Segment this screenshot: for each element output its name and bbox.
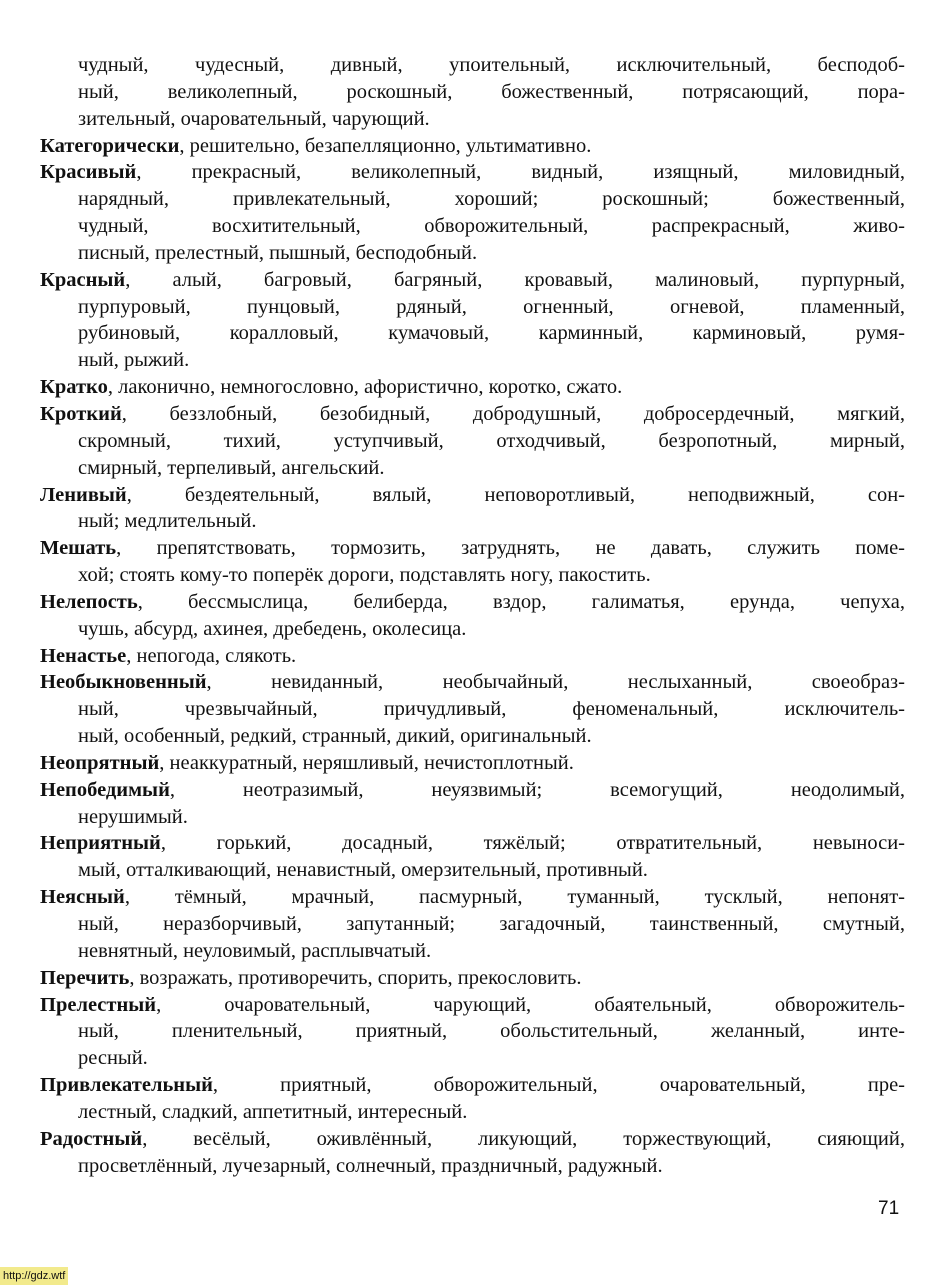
- entry-headword: Нелепость: [40, 590, 138, 613]
- entry-text: нарядный, привлекательный, хороший; роскошный; божественный,: [78, 188, 905, 211]
- entry-headword: Красный: [40, 268, 126, 291]
- watermark-link[interactable]: http://gdz.wtf: [0, 1267, 68, 1285]
- entry-text: ный, рыжий.: [78, 349, 190, 372]
- entry-headword: Красивый: [40, 161, 137, 184]
- entry-text: просветлённый, лучезарный, солнечный, праздничный, радужный.: [78, 1154, 663, 1177]
- dictionary-entries: [40, 52, 905, 1179]
- entry-line: [78, 1099, 905, 1126]
- entry-text: чудный, восхитительный, обворожительный, распрекрасный, живо-: [78, 215, 905, 238]
- entry-headword: Привлекательный: [40, 1074, 213, 1097]
- entry-headword: Прелестный: [40, 993, 157, 1016]
- entry-line: [78, 857, 905, 884]
- entry-line: [40, 482, 905, 509]
- entry-line: [78, 428, 905, 455]
- entry-line: [40, 777, 905, 804]
- entry-text: , тёмный, мрачный, пасмурный, туманный, тусклый, непонят-: [124, 886, 905, 909]
- dictionary-entry: [40, 830, 905, 884]
- entry-text: хой; стоять кому-то поперёк дороги, подставлять ногу, пакостить.: [78, 564, 651, 587]
- entry-headword: Необыкновенный: [40, 671, 207, 694]
- entry-text: , горький, досадный, тяжёлый; отвратительный, невыноси-: [160, 832, 905, 855]
- entry-text: зительный, очаровательный, чарующий.: [78, 107, 430, 130]
- dictionary-entry: [40, 267, 905, 374]
- entry-headword: Неясный: [40, 886, 125, 909]
- entry-text: , беззлобный, безобидный, добродушный, добросердечный, мягкий,: [121, 402, 905, 425]
- entry-line: [78, 723, 905, 750]
- entry-text: писный, прелестный, пышный, бесподобный.: [78, 241, 478, 264]
- entry-text: , прекрасный, великолепный, видный, изящный, миловидный,: [136, 161, 905, 184]
- entry-line: [40, 374, 905, 401]
- entry-headword: Ненастье: [40, 644, 127, 667]
- entry-text: ный, великолепный, роскошный, божественный, потрясающий, пора-: [78, 80, 905, 103]
- page-number: 71: [878, 1198, 900, 1219]
- entry-line: [78, 52, 905, 79]
- entry-text: рубиновый, коралловый, кумачовый, карминный, карминовый, румя-: [78, 322, 905, 345]
- entry-line: [40, 750, 905, 777]
- dictionary-entry: [40, 482, 905, 536]
- entry-line: [78, 240, 905, 267]
- entry-text: , невиданный, необычайный, неслыханный, своеобраз-: [206, 671, 905, 694]
- dictionary-entry: [40, 669, 905, 750]
- entry-headword: Категорически: [40, 134, 180, 157]
- entry-headword: Кратко: [40, 376, 108, 399]
- entry-text: , бездеятельный, вялый, неповоротливый, неподвижный, сон-: [126, 483, 905, 506]
- entry-line: [40, 965, 905, 992]
- entry-line: [78, 106, 905, 133]
- dictionary-entry: [40, 133, 905, 160]
- entry-line: [40, 643, 905, 670]
- entry-line: [78, 1045, 905, 1072]
- entry-text: , возражать, противоречить, спорить, прекословить.: [129, 966, 582, 989]
- entry-line: [40, 589, 905, 616]
- entry-line: [78, 294, 905, 321]
- entry-line: [78, 616, 905, 643]
- entry-line: [78, 696, 905, 723]
- dictionary-entry: [40, 750, 905, 777]
- entry-line: [78, 911, 905, 938]
- entry-headword: Кроткий: [40, 402, 122, 425]
- entry-text: , неаккуратный, неряшливый, нечистоплотный.: [159, 751, 574, 774]
- entry-text: , неотразимый, неуязвимый; всемогущий, неодолимый,: [169, 778, 905, 801]
- entry-line: [78, 455, 905, 482]
- entry-text: смирный, терпеливый, ангельский.: [78, 456, 385, 479]
- entry-text: , препятствовать, тормозить, затруднять, не давать, служить поме-: [116, 537, 905, 560]
- dictionary-entry: [40, 884, 905, 965]
- dictionary-entry: [40, 992, 905, 1073]
- entry-text: пурпуровый, пунцовый, рдяный, огненный, огневой, пламенный,: [78, 295, 905, 318]
- dictionary-entry: [40, 159, 905, 266]
- entry-text: лестный, сладкий, аппетитный, интересный.: [78, 1100, 468, 1123]
- entry-text: , лаконично, немногословно, афористично, коротко, сжато.: [107, 376, 623, 399]
- entry-headword: Неприятный: [40, 832, 161, 855]
- dictionary-entry: [40, 401, 905, 482]
- dictionary-entry: [40, 374, 905, 401]
- entry-text: ресный.: [78, 1047, 148, 1070]
- entry-text: скромный, тихий, уступчивый, отходчивый, безропотный, мирный,: [78, 429, 905, 452]
- entry-text: , решительно, безапелляционно, ультимативно.: [179, 134, 592, 157]
- entry-line: [40, 1126, 905, 1153]
- entry-line: [78, 562, 905, 589]
- entry-headword: Мешать: [40, 537, 117, 560]
- entry-text: , бессмыслица, белиберда, вздор, галиматья, ерунда, чепуха,: [137, 590, 905, 613]
- entry-line: [40, 133, 905, 160]
- entry-headword: Радостный: [40, 1127, 143, 1150]
- entry-text: ный, пленительный, приятный, обольстительный, желанный, инте-: [78, 1020, 905, 1043]
- entry-line: [78, 79, 905, 106]
- entry-text: нерушимый.: [78, 805, 188, 828]
- entry-headword: Непобедимый: [40, 778, 170, 801]
- entry-text: , очаровательный, чарующий, обаятельный, обворожитель-: [156, 993, 905, 1016]
- entry-text: ный, чрезвычайный, причудливый, феноменальный, исключитель-: [78, 698, 905, 721]
- entry-text: чушь, абсурд, ахинея, дребедень, околесица.: [78, 617, 467, 640]
- entry-line: [78, 1153, 905, 1180]
- entry-line: [78, 320, 905, 347]
- entry-line: [78, 938, 905, 965]
- entry-line: [40, 669, 905, 696]
- entry-line: [78, 508, 905, 535]
- entry-line: [40, 267, 905, 294]
- entry-line: [78, 347, 905, 374]
- entry-text: , весёлый, оживлённый, ликующий, торжествующий, сияющий,: [142, 1127, 905, 1150]
- entry-line: [40, 992, 905, 1019]
- dictionary-entry: [40, 1072, 905, 1126]
- dictionary-entry: [40, 589, 905, 643]
- dictionary-entry: [40, 643, 905, 670]
- entry-text: , непогода, слякоть.: [126, 644, 297, 667]
- entry-text: ный, неразборчивый, запутанный; загадочный, таинственный, смутный,: [78, 913, 905, 935]
- entry-line: [78, 804, 905, 831]
- entry-line: [40, 401, 905, 428]
- entry-line: [40, 830, 905, 857]
- entry-line: [40, 884, 905, 911]
- entry-line: [40, 1072, 905, 1099]
- entry-text: чудный, чудесный, дивный, упоительный, исключительный, бесподоб-: [78, 54, 905, 76]
- dictionary-entry: [40, 777, 905, 831]
- dictionary-entry: [40, 1126, 905, 1180]
- entry-text: ный, особенный, редкий, странный, дикий, оригинальный.: [78, 725, 592, 748]
- entry-line: [40, 535, 905, 562]
- dictionary-entry: [40, 52, 905, 133]
- entry-text: невнятный, неуловимый, расплывчатый.: [78, 939, 432, 962]
- entry-line: [78, 213, 905, 240]
- entry-line: [78, 186, 905, 213]
- entry-headword: Ленивый: [40, 483, 127, 506]
- entry-headword: Перечить: [40, 966, 130, 989]
- entry-headword: Неопрятный: [40, 751, 160, 774]
- entry-text: ный; медлительный.: [78, 510, 257, 533]
- dictionary-entry: [40, 965, 905, 992]
- entry-line: [78, 1018, 905, 1045]
- dictionary-entry: [40, 535, 905, 589]
- entry-text: мый, отталкивающий, ненавистный, омерзительный, противный.: [78, 859, 648, 882]
- entry-text: , алый, багровый, багряный, кровавый, малиновый, пурпурный,: [125, 268, 905, 291]
- entry-line: [40, 159, 905, 186]
- entry-text: , приятный, обворожительный, очаровательный, пре-: [212, 1074, 905, 1097]
